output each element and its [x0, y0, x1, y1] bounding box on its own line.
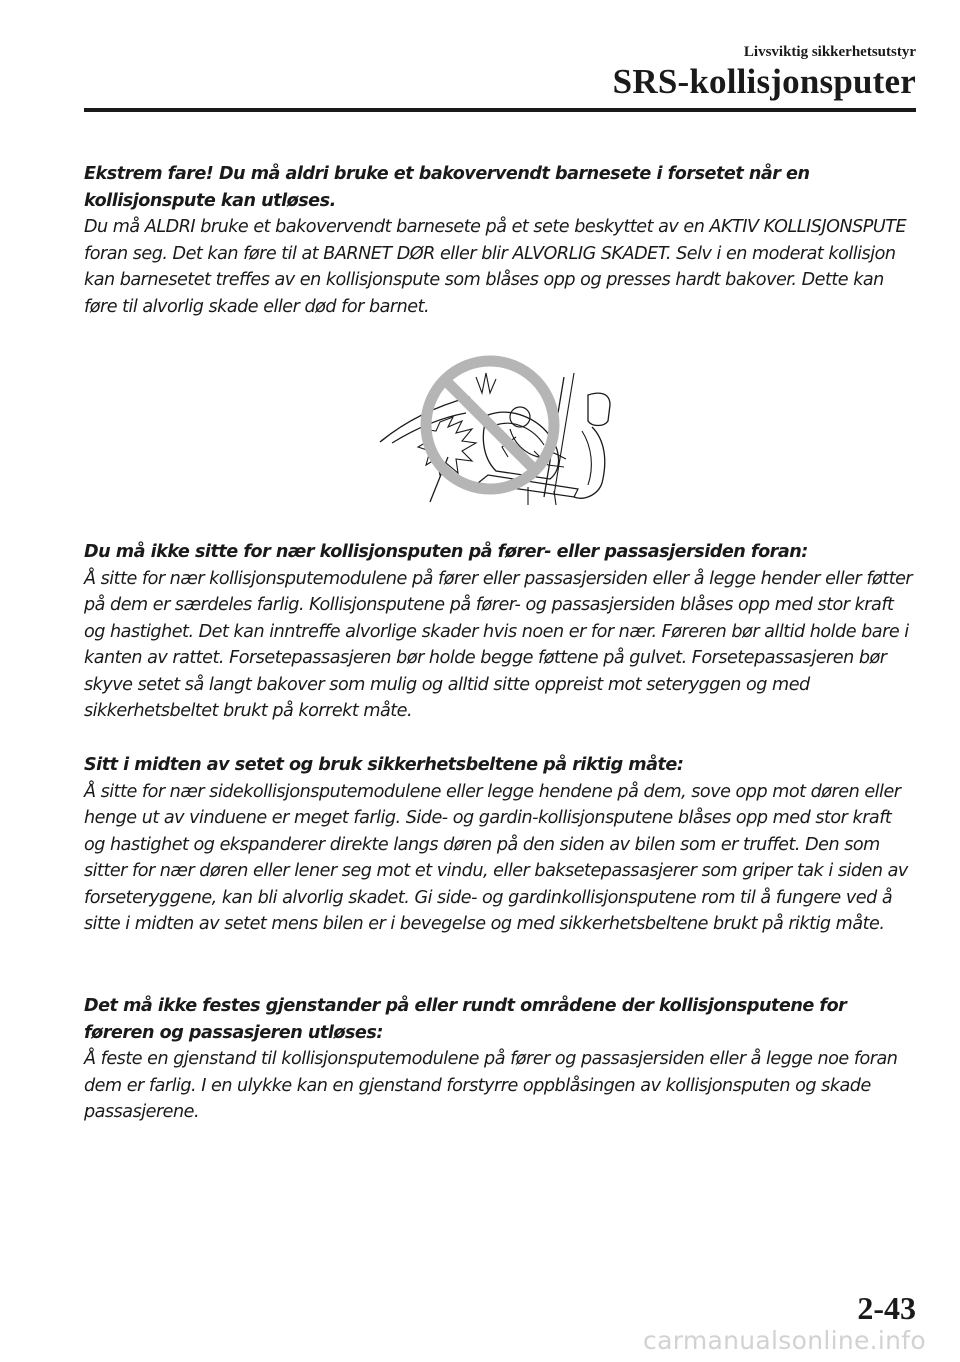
section-name: Livsviktig sikkerhetsutstyr	[743, 44, 916, 60]
warning-text: Å sitte for nær sidekollisjonsputemodulene eller legge hendene på dem, sove opp mot døren eller henge ut av vinduene er meget farlig. Side- og gardin-kollisjonsputene blåses opp med stor kraft og hastighet og ekspanderer direkte langs døren på den siden av bilen som er truffet. Den som sitter for nær døren eller lener seg mot et vindu, eller baksetepassasjerer som griper tak i siden av forseteryggene, kan bli alvorlig skadet. Gi side- og gardinkollisjonsputene rom til å fungere ved å sitte i midten av setet mens bilen er i bevegelse og med sikkerhetsbeltene brukt på riktig måte.	[84, 781, 908, 934]
warning-heading: Ekstrem fare! Du må aldri bruke et bakovervendt barnesete i forsetet når en kollisjonspute kan utløses.	[84, 164, 810, 211]
warning-block-attached-objects	[84, 993, 916, 1126]
page-title: SRS-kollisjonsputer	[612, 62, 916, 101]
warning-block-seating-position	[84, 752, 916, 938]
warning-block-front-airbag-distance	[84, 539, 916, 725]
warning-text: Du må ALDRI bruke et bakovervendt barnesete på et sete beskyttet av en AKTIV KOLLISJONSPUTE foran seg. Det kan føre til at BARNET DØR eller blir ALVORLIG SKADET. Selv i en moderat kollisjon kan barnesetet treffes av en kollisjonspute som blåses opp og presses hardt bakover. Dette kan føre til alvorlig skade eller død for barnet.	[84, 217, 907, 317]
warning-heading: Du må ikke sitte for nær kollisjonsputen på fører- eller passasjersiden foran:	[84, 542, 808, 562]
warning-block-child-seat	[84, 161, 916, 320]
warning-text: Å feste en gjenstand til kollisjonsputemodulene på fører og passasjersiden eller å legge noe foran dem er farlig. I en ulykke kan en gjenstand forstyrre oppblåsingen av kollisjonsputen og skade passasjerene.	[84, 1049, 898, 1122]
warning-text: Å sitte for nær kollisjonsputemodulene på fører eller passasjersiden eller å legge hender eller føtter på dem er særdeles farlig. Kollisjonsputene på fører- og passasjersiden blåses opp med stor kraft og hastighet. Det kan inntreffe alvorlige skader hvis noen er for nær. Føreren bør alltid holde bare i kanten av rattet. Forsetepassasjeren bør holde begge føttene på gulvet. Forsetepassasjeren bør skyve setet så langt bakover som mulig og alltid sitte oppreist mot seteryggen og med sikkerhetsbeltet brukt på korrekt måte.	[84, 568, 913, 721]
warning-heading: Sitt i midten av setet og bruk sikkerhetsbeltene på riktig måte:	[84, 755, 684, 775]
page-number: 2-43	[857, 1290, 916, 1326]
no-rear-facing-child-seat-illustration	[378, 347, 624, 507]
warning-heading: Det må ikke festes gjenstander på eller rundt områdene der kollisjonsputene for føreren og passasjeren utløses:	[84, 996, 847, 1043]
no-rear-facing-child-seat-icon	[378, 347, 624, 507]
watermark: carmanualsonline.info	[643, 1326, 926, 1355]
header-divider	[84, 108, 916, 112]
